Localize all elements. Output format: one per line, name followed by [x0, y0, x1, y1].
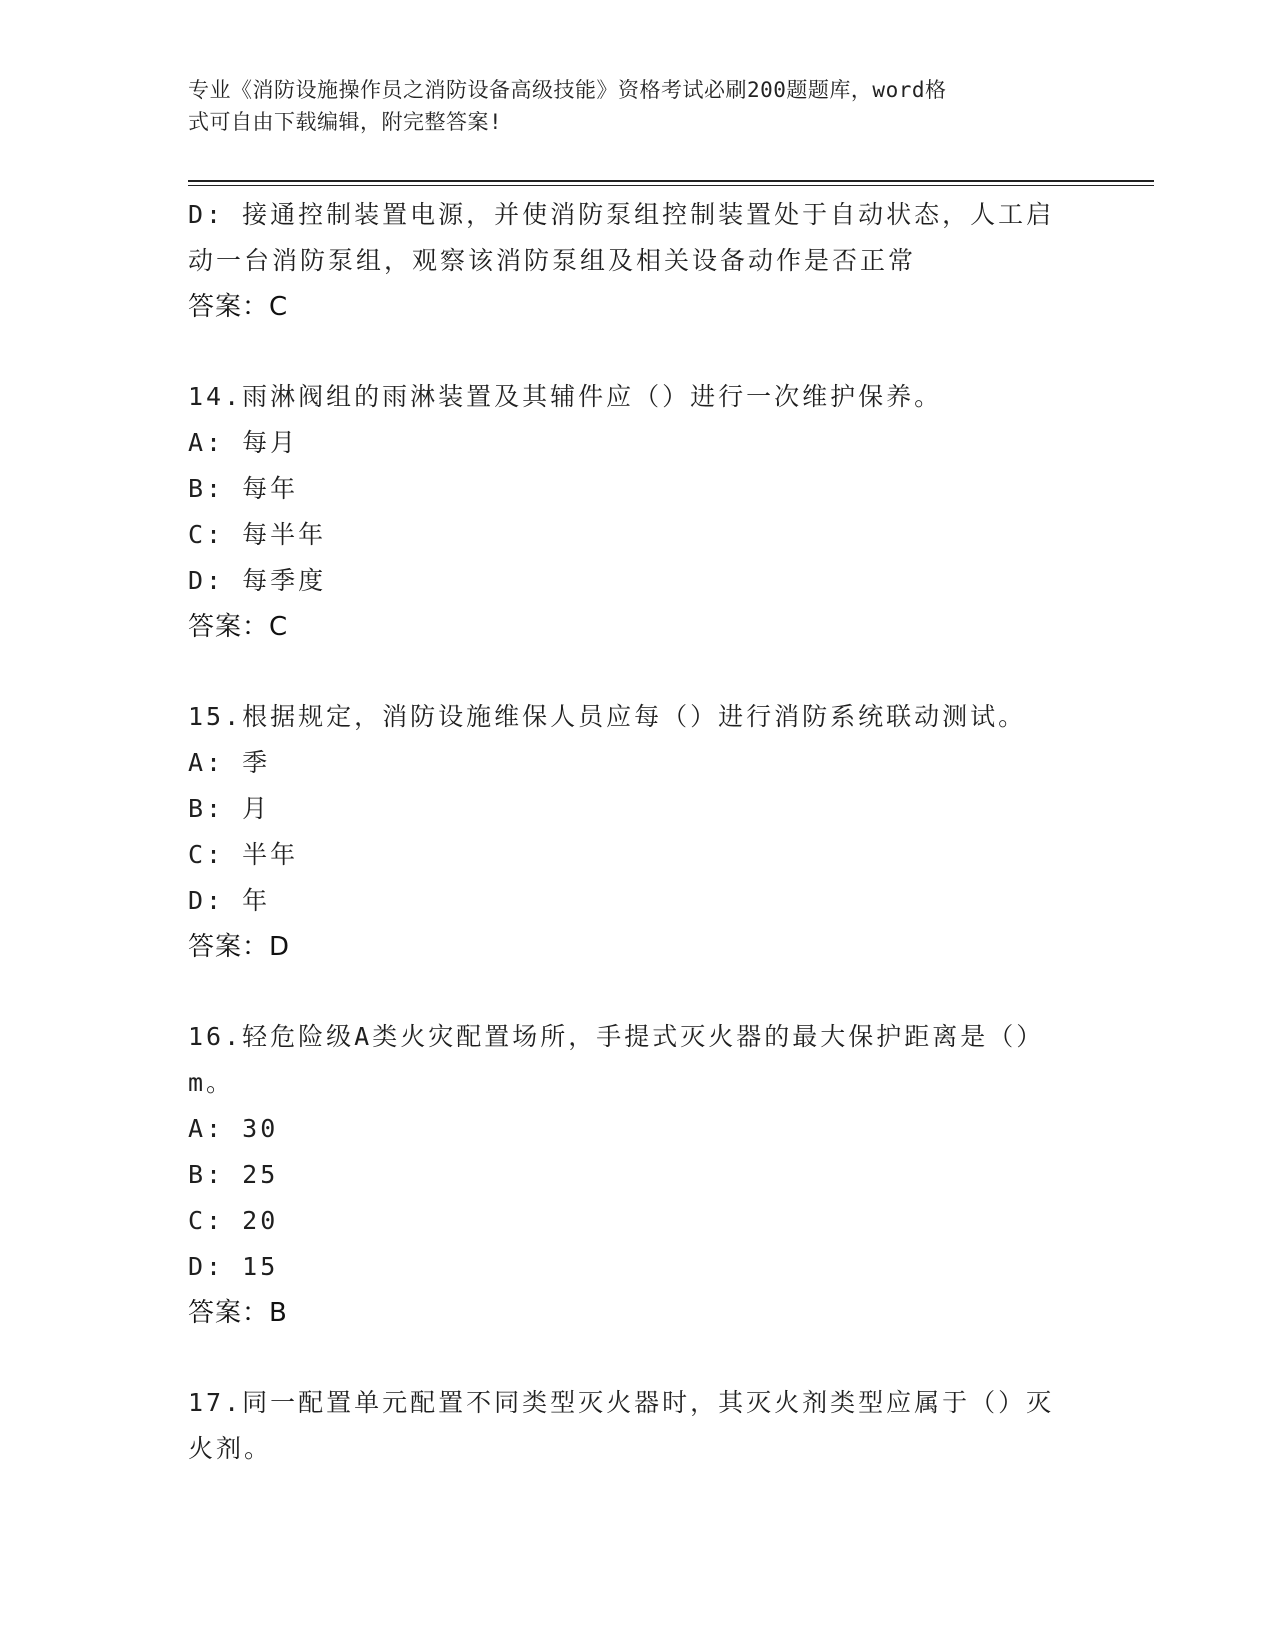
option-d: D: 15: [188, 1252, 279, 1281]
question-17: [188, 1380, 1088, 1472]
question-content: [188, 192, 1088, 1472]
header-line-2: 式可自由下载编辑，附完整答案!: [188, 110, 503, 134]
option-d-line-2: 动一台消防泵组，观察该消防泵组及相关设备动作是否正常: [188, 246, 917, 275]
spacer: [188, 970, 1088, 1014]
option-d: D: 年: [188, 886, 271, 915]
option-d: D: 每季度: [188, 566, 327, 595]
question-15: [188, 694, 1088, 970]
header-line-1: 专业《消防设施操作员之消防设备高级技能》资格考试必刷200题题库，word格: [188, 78, 947, 102]
header-rule-thin: [188, 185, 1154, 186]
option-a: A: 每月: [188, 428, 299, 457]
document-header: [188, 74, 1068, 138]
option-a: A: 30: [188, 1114, 279, 1143]
option-b: B: 25: [188, 1160, 279, 1189]
spacer: [188, 330, 1088, 374]
answer: 答案：D: [188, 932, 291, 962]
option-a: A: 季: [188, 748, 271, 777]
question-text-line-2: 火剂。: [188, 1434, 273, 1463]
question-text-line-1: 16.轻危险级A类火灾配置场所，手提式灭火器的最大保护距离是（）: [188, 1022, 1045, 1051]
question-text: 14.雨淋阀组的雨淋装置及其辅件应（）进行一次维护保养。: [188, 382, 943, 411]
option-b: B: 每年: [188, 474, 299, 503]
spacer: [188, 650, 1088, 694]
answer: 答案：B: [188, 1298, 288, 1328]
option-c: C: 每半年: [188, 520, 327, 549]
question-13: [188, 192, 1088, 330]
option-c: C: 20: [188, 1206, 279, 1235]
answer: 答案：C: [188, 612, 289, 642]
question-14: [188, 374, 1088, 650]
question-text-line-1: 17.同一配置单元配置不同类型灭火器时，其灭火剂类型应属于（）灭: [188, 1388, 1055, 1417]
question-text: 15.根据规定，消防设施维保人员应每（）进行消防系统联动测试。: [188, 702, 1027, 731]
option-d-line-1: D: 接通控制装置电源，并使消防泵组控制装置处于自动状态，人工启: [188, 200, 1055, 229]
spacer: [188, 1336, 1088, 1380]
option-c: C: 半年: [188, 840, 299, 869]
question-16: [188, 1014, 1088, 1336]
option-b: B: 月: [188, 794, 271, 823]
answer: 答案：C: [188, 292, 289, 322]
question-text-line-2: m。: [188, 1068, 235, 1097]
header-rule-thick: [188, 180, 1154, 182]
